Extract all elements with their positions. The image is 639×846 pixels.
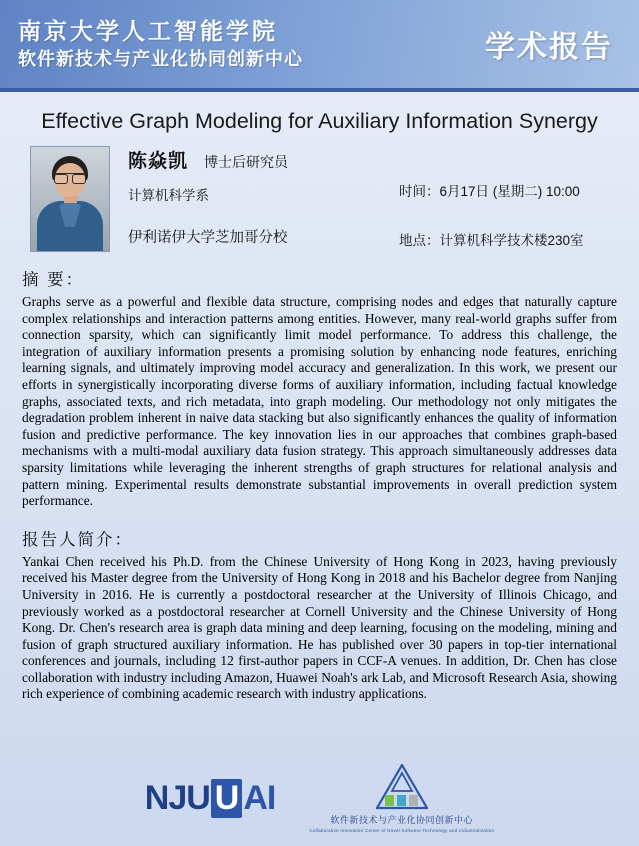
talk-meta <box>399 146 617 252</box>
cic-name-cn: 软件新技术与产业化协同创新中心 <box>330 814 474 825</box>
speaker-block <box>0 144 639 252</box>
talk-time: 时间：6月17日 (星期二) 10:00 <box>399 184 580 199</box>
organization-block <box>18 16 303 72</box>
organization-line-1: 南京大学人工智能学院 <box>18 18 278 44</box>
poster-footer <box>0 750 639 846</box>
banner-label: 学术报告 <box>485 31 613 64</box>
speaker-photo <box>30 146 110 252</box>
abstract-text: Graphs serve as a powerful and flexible data structure, comprising nodes and edges that naturally capture complex relationships and interaction patterns among entities. However, many real-world graphs suffer from connection sparsity, which can significantly limit model performance. To address this challenge, the integration of auxiliary information presents a promising solution by enhancing node features, enriching learning signals, and ultimately improving model accuracy and generalization. In this work, we present our efforts in synergistically incorporating diverse forms of auxiliary information, including factual knowledge graphs, associated texts, and rich metadata, into graph modeling. Our methodology not only mitigates the degradation problem inherent in naive data stacking but also significantly enhances the quality of information fusion and predictive performance. The key innovation lies in our approaches that combines graph-based mechanisms with a multi-modal auxiliary data fusion strategy. This approach simultaneously addresses data sparsity limitations while leveraging the inherent strengths of graph structures for relational analysis and pattern mining. Experimental results demonstrate substantial improvements in overall prediction system performance. <box>22 294 617 509</box>
speaker-info <box>110 146 399 252</box>
speaker-department: 计算机科学系 <box>128 188 209 203</box>
cic-name-en: Collaborative Innovation Center of Novel Software Technology and Industrialization <box>309 827 495 833</box>
speaker-name: 陈焱凯 <box>128 151 189 172</box>
talk-title: Effective Graph Modeling for Auxiliary Information Synergy <box>41 109 598 133</box>
nju-logo-u: U <box>211 779 243 818</box>
bio-text: Yankai Chen received his Ph.D. from the Chinese University of Hong Kong in 2023, having previously received his Master degree from the University of Hong Kong in 2018 and his Bachelor degree from Nanjing University in 2016. He is currently a postdoctoral researcher at the University of Illinois Chicago, and previously worked as a postdoctoral researcher at Cornell University and the Chinese University of Hong Kong. Dr. Chen's research area is graph data mining and deep learning, focusing on the modeling, mining and fusion of graph structured auxiliary information. He has published over 30 papers in top-tier international conferences and journals, including 12 first-author papers in CCF-A venues. In addition, Dr. Chen has close collaboration with industry including Amazon, Huawei Noah's ark Lab, and Microsoft Research Asia, showing rich experience of combining academic research with industry applications. <box>22 553 617 702</box>
organization-line-2: 软件新技术与产业化协同创新中心 <box>18 49 303 69</box>
speaker-rank: 博士后研究员 <box>204 154 289 170</box>
nju-ai-logo <box>145 779 276 818</box>
speaker-affiliation: 伊利诺伊大学芝加哥分校 <box>128 230 288 246</box>
abstract-heading: 摘 要： <box>22 271 85 289</box>
cic-emblem-icon <box>376 764 428 810</box>
nju-logo-ai: AI <box>243 778 276 817</box>
bio-heading: 报告人简介： <box>22 530 133 549</box>
poster-header <box>0 0 639 88</box>
nju-logo-text: NJU <box>144 778 210 817</box>
cic-logo <box>309 764 494 833</box>
talk-place: 地点：计算机科学技术楼230室 <box>399 233 584 248</box>
abstract-section <box>0 266 639 703</box>
